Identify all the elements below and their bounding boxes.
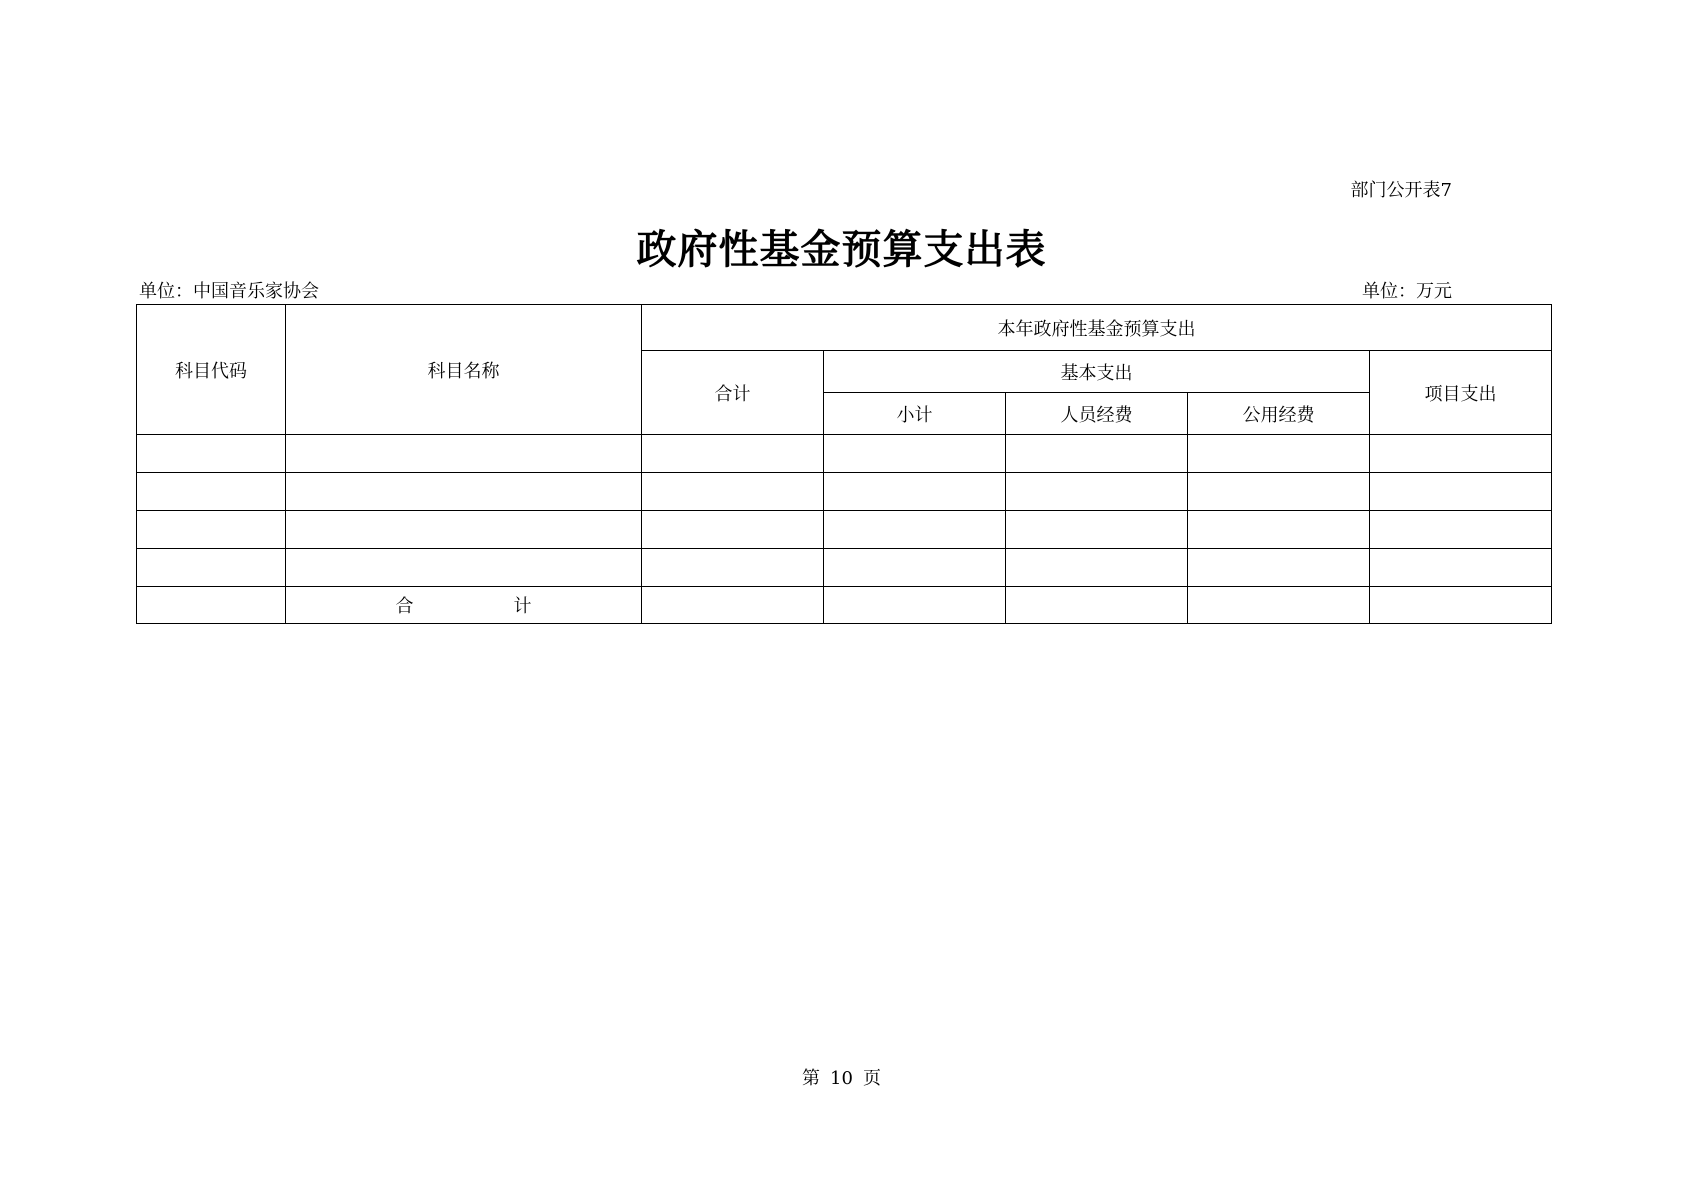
header-total: 合计 bbox=[642, 351, 824, 435]
header-public: 公用经费 bbox=[1188, 393, 1370, 435]
page-number: 10 bbox=[830, 1068, 853, 1089]
table-row bbox=[137, 549, 1552, 587]
header-subtotal: 小计 bbox=[824, 393, 1006, 435]
table-row bbox=[137, 473, 1552, 511]
unit-currency: 单位：万元 bbox=[1362, 281, 1452, 302]
total-label-char-1: 合 bbox=[395, 596, 414, 617]
total-row bbox=[137, 587, 1552, 624]
form-number: 部门公开表7 bbox=[1350, 180, 1452, 201]
header-project: 项目支出 bbox=[1370, 351, 1552, 435]
header-personnel: 人员经费 bbox=[1006, 393, 1188, 435]
page-footer bbox=[0, 1064, 1683, 1090]
total-label-char-2: 计 bbox=[513, 596, 532, 617]
budget-table bbox=[136, 304, 1552, 624]
table-row bbox=[137, 511, 1552, 549]
table-row bbox=[137, 435, 1552, 473]
header-basic-group: 基本支出 bbox=[824, 351, 1370, 393]
header-subject-name: 科目名称 bbox=[286, 305, 642, 435]
page-prefix: 第 bbox=[802, 1068, 821, 1089]
header-row-1 bbox=[137, 305, 1552, 351]
header-subject-code: 科目代码 bbox=[137, 305, 286, 435]
total-label bbox=[286, 587, 642, 624]
page-title: 政府性基金预算支出表 bbox=[636, 226, 1047, 273]
unit-organization: 单位：中国音乐家协会 bbox=[139, 281, 319, 302]
page-suffix: 页 bbox=[862, 1068, 881, 1089]
header-current-year-group: 本年政府性基金预算支出 bbox=[642, 305, 1552, 351]
